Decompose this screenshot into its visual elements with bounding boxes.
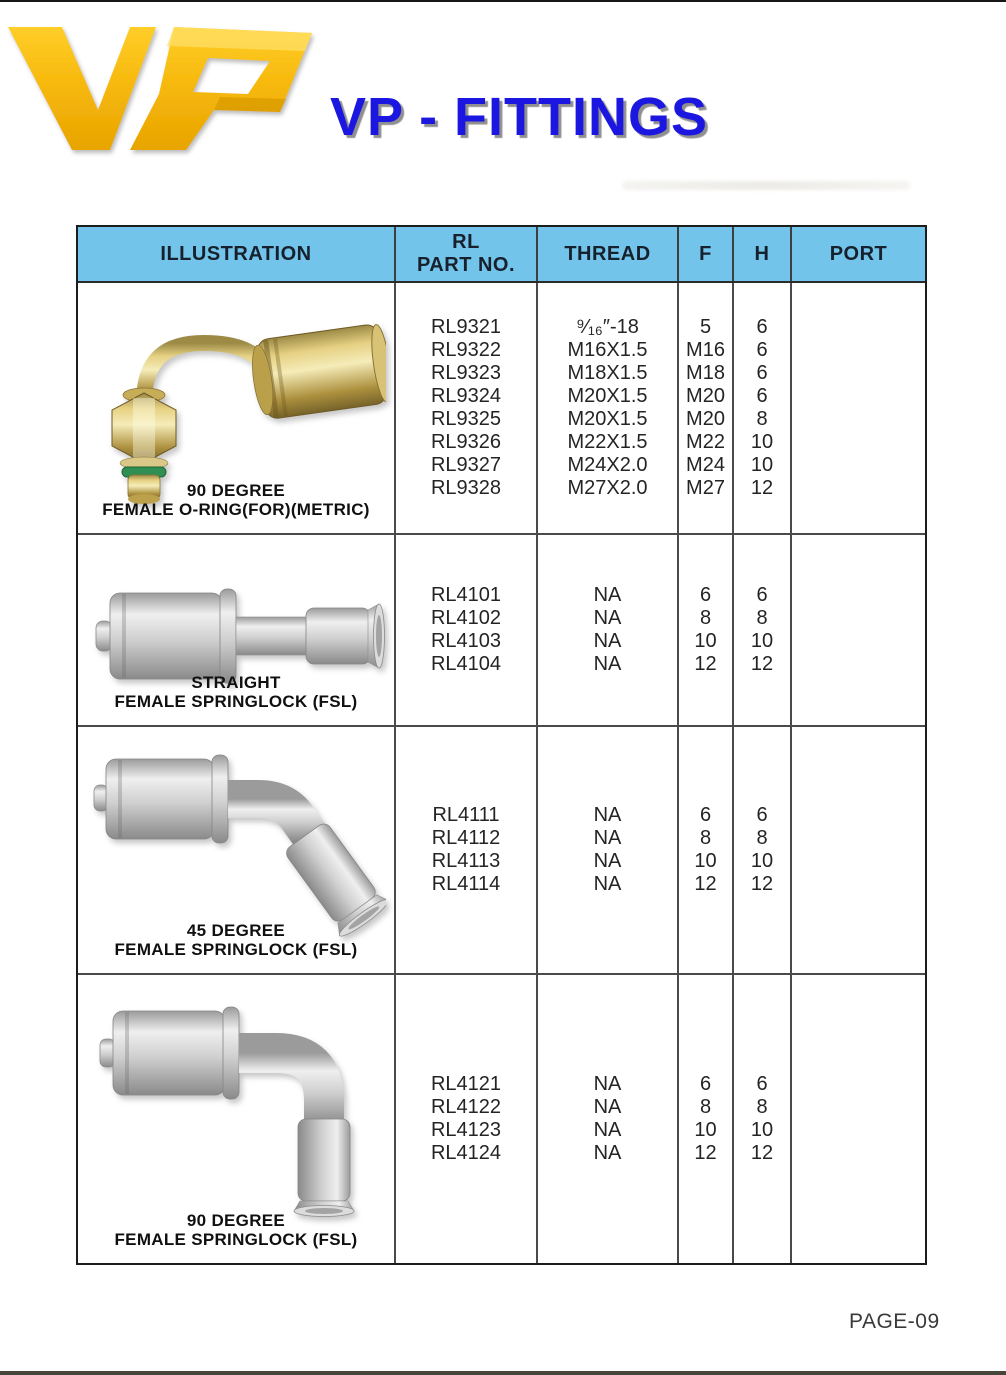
- column-header-port: PORT: [829, 242, 888, 265]
- table-section-90-degree-female-oring-metric: [78, 283, 925, 535]
- f-value-column: [679, 727, 734, 973]
- vp-logo: [6, 22, 318, 177]
- page-bottom-edge: [0, 1371, 1006, 1375]
- thread-value-column: [538, 727, 679, 973]
- part-number: RL9324: [430, 385, 502, 407]
- thread-value: NA: [593, 1119, 622, 1141]
- part-number: RL4124: [430, 1142, 502, 1164]
- part-number: RL9322: [430, 339, 502, 361]
- h-value: 6: [756, 385, 768, 407]
- thread-value: NA: [593, 1073, 622, 1095]
- h-value: 10: [750, 1119, 774, 1141]
- part-number-column: [396, 283, 538, 533]
- part-number: RL9321: [430, 316, 502, 338]
- part-number: RL4112: [431, 827, 501, 849]
- illustration-90-degree-female-springlock: [78, 975, 396, 1263]
- h-value-column: [734, 535, 792, 725]
- f-value: 6: [699, 1073, 712, 1095]
- fittings-table: [76, 225, 927, 1265]
- part-number: RL4121: [430, 1073, 502, 1095]
- thread-value: NA: [593, 827, 622, 849]
- part-number-column: [396, 727, 538, 973]
- f-value-column: [679, 535, 734, 725]
- part-number: RL9326: [430, 431, 502, 453]
- f-value: M20: [686, 385, 725, 407]
- h-value: 8: [756, 827, 768, 849]
- f-value: 8: [699, 607, 712, 629]
- h-value: 6: [756, 584, 768, 606]
- table-section-45-degree-female-springlock: [78, 727, 925, 975]
- thread-value-column: [538, 535, 679, 725]
- f-value: M22: [686, 431, 725, 453]
- part-number-column: [396, 535, 538, 725]
- f-value: 6: [699, 584, 712, 606]
- port-column: [792, 535, 925, 725]
- part-number: RL4111: [432, 804, 500, 826]
- thread-value: NA: [593, 873, 622, 895]
- caption-90-degree-female-oring-metric: 90 DEGREE FEMALE O-RING(FOR)(METRIC): [102, 481, 370, 519]
- thread-value: M20X1.5: [567, 408, 648, 430]
- h-value-column: [734, 975, 792, 1263]
- h-value: 8: [756, 408, 768, 430]
- part-number: RL4122: [430, 1096, 502, 1118]
- h-value: 6: [756, 1073, 768, 1095]
- port-column: [792, 283, 925, 533]
- page-top-edge: [0, 0, 1006, 2]
- part-number: RL9328: [430, 477, 502, 499]
- f-value: 12: [694, 1142, 717, 1164]
- f-value: M16: [686, 339, 725, 361]
- thread-value: NA: [593, 804, 622, 826]
- part-number: RL4113: [431, 850, 501, 872]
- h-value: 10: [750, 431, 774, 453]
- table-section-90-degree-female-springlock: [78, 975, 925, 1263]
- f-value: 8: [699, 827, 712, 849]
- f-value: 8: [699, 1096, 712, 1118]
- fitting-90-degree-for-image: [86, 291, 386, 509]
- page-title: VP - FITTINGS: [330, 87, 709, 147]
- table-body: [78, 283, 925, 1263]
- thread-value: M27X2.0: [567, 477, 648, 499]
- column-header-f: F: [679, 227, 734, 281]
- thread-value: M24X2.0: [567, 454, 648, 476]
- f-value: M20: [686, 408, 725, 430]
- part-number: RL4101: [430, 584, 502, 606]
- h-value: 6: [756, 339, 768, 361]
- illustration-straight-female-springlock: [78, 535, 396, 725]
- thread-value: M20X1.5: [567, 385, 648, 407]
- port-column: [792, 975, 925, 1263]
- part-number: RL9323: [430, 362, 502, 384]
- thread-value: NA: [593, 607, 622, 629]
- f-value: 12: [694, 653, 717, 675]
- f-value: 5: [699, 316, 712, 338]
- f-value: 10: [694, 850, 717, 872]
- part-number: RL9327: [430, 454, 502, 476]
- thread-value: NA: [593, 1142, 622, 1164]
- f-value: M27: [686, 477, 725, 499]
- thread-value: NA: [593, 584, 622, 606]
- caption-45-degree-female-springlock: 45 DEGREE FEMALE SPRINGLOCK (FSL): [114, 921, 358, 959]
- h-value: 12: [750, 653, 774, 675]
- thread-value: NA: [593, 850, 622, 872]
- part-number: RL4102: [430, 607, 502, 629]
- f-value: M24: [686, 454, 725, 476]
- h-value: 12: [750, 1142, 774, 1164]
- illustration-90-degree-female-oring-metric: [78, 283, 396, 533]
- thread-value: M22X1.5: [567, 431, 648, 453]
- column-header-rl-part-no: RL PART NO.: [396, 227, 538, 281]
- h-value: 12: [750, 477, 774, 499]
- page-number: PAGE-09: [849, 1310, 940, 1333]
- caption-straight-female-springlock: STRAIGHT FEMALE SPRINGLOCK (FSL): [114, 673, 358, 711]
- f-value-column: [679, 975, 734, 1263]
- f-value: 10: [694, 630, 717, 652]
- vp-logo-graphic: [6, 22, 318, 172]
- scan-artifact: [622, 181, 910, 190]
- thread-value-column: [538, 975, 679, 1263]
- h-value: 12: [750, 873, 774, 895]
- thread-value: M18X1.5: [567, 362, 648, 384]
- table-header-row: [78, 227, 925, 283]
- f-value: 10: [694, 1119, 717, 1141]
- f-value: 12: [694, 873, 717, 895]
- h-value-column: [734, 727, 792, 973]
- table-section-straight-female-springlock: [78, 535, 925, 727]
- illustration-45-degree-female-springlock: [78, 727, 396, 973]
- h-value: 6: [756, 362, 768, 384]
- part-number: RL4104: [430, 653, 502, 675]
- thread-value: NA: [593, 1096, 622, 1118]
- part-number: RL4123: [430, 1119, 502, 1141]
- part-number: RL4103: [430, 630, 502, 652]
- h-value-column: [734, 283, 792, 533]
- thread-value-column: [538, 283, 679, 533]
- part-number: RL9325: [430, 408, 502, 430]
- part-number: RL4114: [431, 873, 501, 895]
- h-value: 8: [756, 607, 768, 629]
- f-value: 6: [699, 804, 712, 826]
- column-header-thread: THREAD: [538, 227, 679, 281]
- h-value: 6: [756, 316, 768, 338]
- h-value: 8: [756, 1096, 768, 1118]
- thread-value: M16X1.5: [567, 339, 648, 361]
- thread-value: ⁹⁄₁₆″-18: [576, 316, 639, 338]
- part-number-column: [396, 975, 538, 1263]
- caption-90-degree-female-springlock: 90 DEGREE FEMALE SPRINGLOCK (FSL): [114, 1211, 358, 1249]
- h-value: 10: [750, 630, 774, 652]
- h-value: 10: [750, 454, 774, 476]
- f-value: M18: [686, 362, 725, 384]
- h-value: 6: [756, 804, 768, 826]
- column-header-illustration: ILLUSTRATION: [78, 227, 396, 281]
- h-value: 10: [750, 850, 774, 872]
- thread-value: NA: [593, 653, 622, 675]
- thread-value: NA: [593, 630, 622, 652]
- f-value-column: [679, 283, 734, 533]
- column-header-h: H: [734, 227, 792, 281]
- port-column: [792, 727, 925, 973]
- fitting-90-degree-fsl-image: [86, 987, 386, 1239]
